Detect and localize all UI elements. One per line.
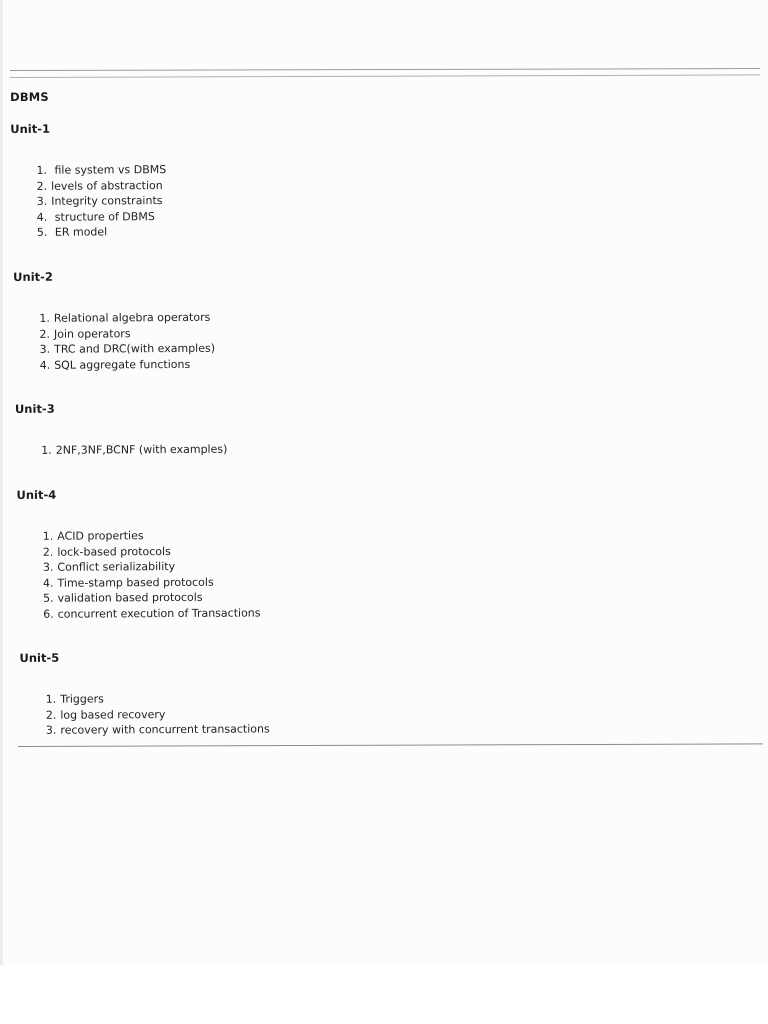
item-number: 3.	[36, 194, 48, 209]
item-text: lock-based protocols	[57, 544, 171, 559]
item-text: Integrity constraints	[51, 194, 163, 208]
item-text: Conflict serializability	[57, 560, 176, 574]
list-item	[36, 162, 166, 178]
item-number: 3.	[42, 560, 54, 574]
item-text: Time-stamp based protocols	[57, 575, 214, 590]
page-bottom-margin	[0, 965, 768, 1024]
item-text: SQL aggregate functions	[54, 357, 191, 372]
list-item	[39, 310, 215, 327]
item-number: 2.	[45, 708, 57, 722]
item-text: levels of abstraction	[51, 178, 163, 193]
list-item	[46, 722, 270, 739]
unit-2-heading: Unit-2	[13, 269, 53, 284]
item-number: 2.	[39, 327, 51, 341]
item-text: TRC and DRC(with examples)	[54, 341, 216, 356]
list-item	[43, 605, 260, 622]
list-item	[46, 706, 270, 723]
item-number: 1.	[42, 529, 54, 543]
unit-3-topic-list	[41, 442, 227, 459]
item-text: recovery with concurrent transactions	[60, 722, 270, 737]
list-item	[39, 325, 215, 342]
item-text: structure of DBMS	[51, 209, 155, 224]
item-text: validation based protocols	[57, 591, 203, 606]
list-item	[43, 590, 260, 607]
unit-1-topic-list	[36, 162, 166, 241]
item-number: 3.	[39, 342, 51, 357]
unit-1-heading: Unit-1	[10, 121, 51, 136]
list-item	[37, 193, 167, 209]
item-number: 6.	[43, 607, 54, 621]
list-item	[37, 178, 167, 194]
item-text: Join operators	[53, 326, 131, 341]
list-item	[43, 527, 260, 544]
item-text: ER model	[51, 225, 108, 240]
item-text: Triggers	[60, 692, 104, 706]
item-number: 2.	[36, 179, 48, 193]
item-number: 4.	[39, 358, 51, 372]
list-item	[43, 574, 260, 591]
item-number: 1.	[41, 443, 52, 457]
list-item	[43, 543, 260, 560]
item-number: 1.	[45, 692, 57, 706]
item-number: 1.	[39, 311, 50, 325]
unit-4-heading: Unit-4	[16, 487, 57, 502]
list-item	[37, 209, 167, 225]
list-item	[40, 357, 216, 374]
list-item	[37, 224, 167, 240]
list-item	[40, 341, 216, 358]
unit-5-heading: Unit-5	[19, 650, 60, 665]
item-text: log based recovery	[60, 707, 166, 722]
item-text: ACID properties	[57, 529, 144, 543]
item-number: 2.	[42, 545, 54, 559]
item-number: 3.	[45, 723, 57, 737]
unit-3-heading: Unit-3	[14, 401, 55, 416]
list-item	[46, 690, 270, 707]
item-number: 4.	[42, 576, 54, 590]
list-item	[41, 442, 227, 459]
item-text: Relational algebra operators	[53, 310, 211, 325]
unit-2-topic-list	[39, 310, 215, 373]
unit-5-topic-list	[46, 690, 270, 738]
document-title: DBMS	[10, 89, 49, 104]
item-number: 5.	[43, 592, 54, 606]
list-item	[43, 559, 260, 576]
unit-4-topic-list	[43, 527, 261, 622]
item-number: 4.	[36, 210, 48, 224]
item-text: file system vs DBMS	[50, 163, 167, 177]
item-text: concurrent execution of Transactions	[57, 606, 261, 621]
item-number: 1.	[36, 163, 48, 177]
item-text: 2NF,3NF,BCNF (with examples)	[55, 442, 228, 457]
item-number: 5.	[36, 226, 48, 240]
